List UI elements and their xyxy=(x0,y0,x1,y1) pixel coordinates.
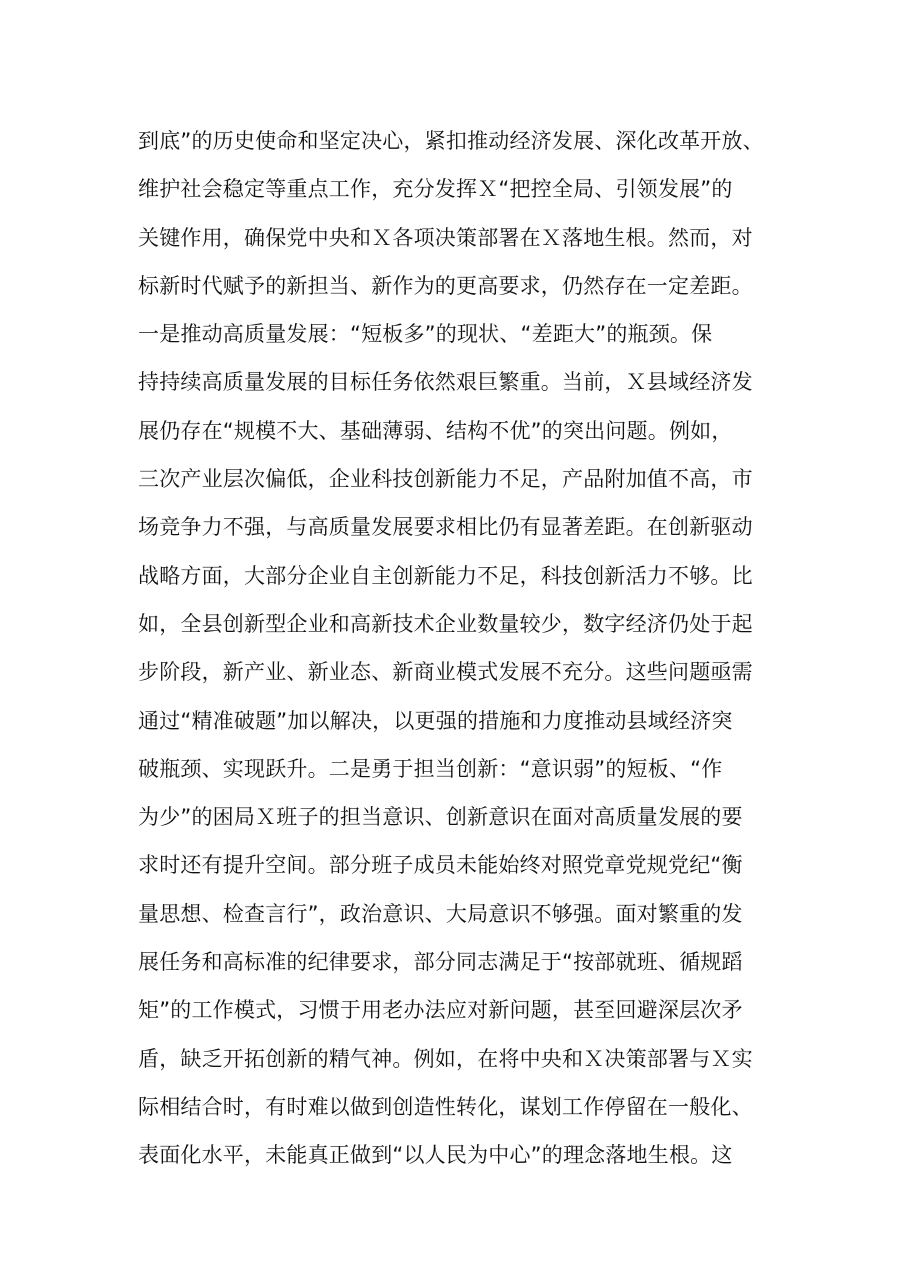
text-line: 盾，缺乏开拓创新的精气神。例如，在将中央和Ｘ决策部署与Ｘ实 xyxy=(138,1046,753,1071)
document-body xyxy=(138,117,838,1180)
text-line: 持持续高质量发展的目标任务依然艰巨繁重。当前，Ｘ县域经济发 xyxy=(138,370,753,395)
text-line: 一是推动高质量发展：“短板多”的现状、“差距大”的瓶颈。保 xyxy=(138,322,713,347)
text-line: 战略方面，大部分企业自主创新能力不足，科技创新活力不够。比 xyxy=(138,563,753,588)
text-line: 通过“精准破题”加以解决，以更强的措施和力度推动县域经济突 xyxy=(138,708,733,733)
text-line: 展任务和高标准的纪律要求，部分同志满足于“按部就班、循规蹈 xyxy=(138,950,743,975)
text-line: 三次产业层次偏低，企业科技创新能力不足，产品附加值不高，市 xyxy=(138,467,753,492)
text-line: 量思想、检查言行”，政治意识、大局意识不够强。面对繁重的发 xyxy=(138,901,743,926)
text-line: 步阶段，新产业、新业态、新商业模式发展不充分。这些问题亟需 xyxy=(138,660,753,685)
text-line: 际相结合时，有时难以做到创造性转化，谋划工作停留在一般化、 xyxy=(138,1094,753,1119)
text-line: 展仍存在“规模不大、基础薄弱、结构不优”的突出问题。例如， xyxy=(138,418,733,443)
text-line: 矩”的工作模式，习惯于用老办法应对新问题，甚至回避深层次矛 xyxy=(138,998,743,1023)
text-line: 维护社会稳定等重点工作，充分发挥Ｘ“把控全局、引领发展”的 xyxy=(138,177,733,202)
text-line: 如，全县创新型企业和高新技术企业数量较少，数字经济仍处于起 xyxy=(138,611,753,636)
text-line: 为少”的困局Ｘ班子的担当意识、创新意识在面对高质量发展的要 xyxy=(138,805,743,830)
text-line: 表面化水平，未能真正做到“以人民为中心”的理念落地生根。这 xyxy=(138,1143,733,1168)
text-line: 破瓶颈、实现跃升。二是勇于担当创新：“意识弱”的短板、“作 xyxy=(138,756,723,781)
text-line: 标新时代赋予的新担当、新作为的更高要求，仍然存在一定差距。 xyxy=(138,273,753,298)
text-line: 场竞争力不强，与高质量发展要求相比仍有显著差距。在创新驱动 xyxy=(138,515,753,540)
text-line: 到底”的历史使命和坚定决心，紧扣推动经济发展、深化改革开放、 xyxy=(138,129,764,153)
text-line: 关键作用，确保党中央和Ｘ各项决策部署在Ｘ落地生根。然而，对 xyxy=(138,225,753,250)
text-line: 求时还有提升空间。部分班子成员未能始终对照党章党规党纪“衡 xyxy=(138,853,743,878)
